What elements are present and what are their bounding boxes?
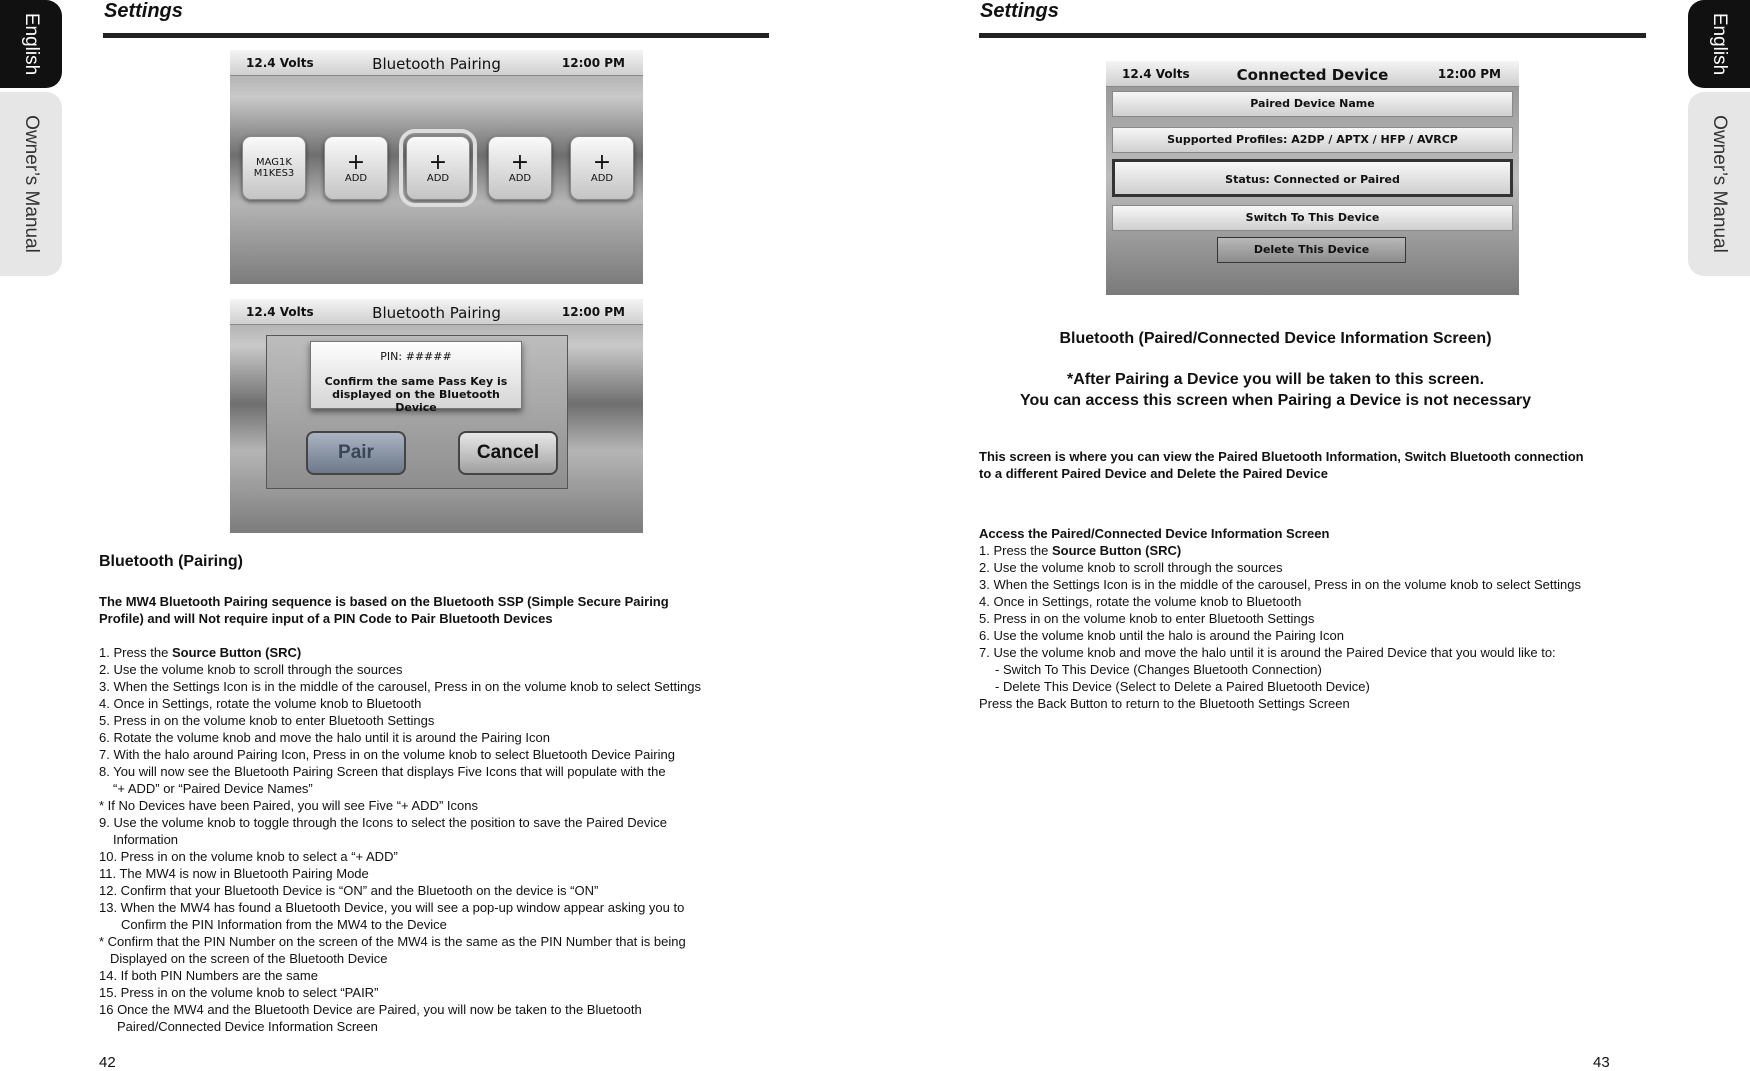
step-line: 4. Once in Settings, rotate the volume knob to Bluetooth [979,594,1302,609]
screen-title: Connected Device [1236,66,1389,84]
step-line: Confirm the PIN Information from the MW4 to the Device [121,917,447,932]
screen-title: Bluetooth Pairing [372,55,501,73]
step-1 [99,644,301,661]
step-line: Press the Back Button to return to the Bluetooth Settings Screen [979,696,1350,711]
header-rule [979,33,1646,38]
english-tab-label: English [21,12,43,76]
left-page [0,0,875,1070]
step-line: 7. Use the volume knob and move the halo until it is around the Paired Device that you would like to: [979,645,1556,660]
switch-device-button[interactable]: Switch To This Device [1112,205,1513,231]
step-line: * Confirm that the PIN Number on the screen of the MW4 is the same as the PIN Number that is being [99,934,686,949]
add-label: ADD [590,172,614,184]
intro-line2: Profile) and will Not require input of a PIN Code to Pair Bluetooth Devices [99,611,553,626]
page-number: 42 [99,1054,116,1071]
pairing-screen [230,50,643,284]
plus-icon: + [346,149,366,175]
plus-icon: + [428,149,448,175]
section-title: Bluetooth (Paired/Connected Device Information Screen) [1059,330,1492,347]
step-line: * If No Devices have been Paired, you will see Five “+ ADD” Icons [99,798,478,813]
english-tab [0,0,62,88]
status-bar [230,299,643,325]
step-line: 2. Use the volume knob to scroll through the sources [99,662,403,677]
voltage-readout: 12.4 Volts [246,56,314,70]
english-tab-label: English [1709,12,1731,76]
voltage-readout: 12.4 Volts [246,305,314,319]
note-line2: You can access this screen when Pairing a Device is not necessary [1019,392,1532,409]
step-line: Information [113,832,179,847]
status-bar [230,50,643,76]
step-line: 14. If both PIN Numbers are the same [99,968,318,983]
page-header: Settings [104,0,183,22]
status-bar [1106,61,1519,87]
add-device-slot[interactable] [488,136,552,200]
step-line: - Switch To This Device (Changes Bluetooth Connection) [995,662,1322,677]
device-name-line1: MAG1K [256,157,292,168]
step-line: 7. With the halo around Pairing Icon, Press in on the volume knob to select Bluetooth Device Pairing [99,747,675,762]
note-line1: *After Pairing a Device you will be taken to this screen. [1066,371,1485,388]
add-device-slot[interactable] [570,136,634,200]
paired-device-name-row[interactable]: Paired Device Name [1112,91,1513,117]
confirm-line2: displayed on the Bluetooth Device [332,388,500,414]
clock: 12:00 PM [561,305,625,319]
add-label: ADD [344,172,368,184]
status-row[interactable]: Status: Connected or Paired [1112,159,1513,197]
section-title: Bluetooth (Pairing) [99,553,243,570]
page-number: 43 [1593,1054,1610,1071]
step-line: 15. Press in on the volume knob to select “PAIR” [99,985,379,1000]
confirm-line1: Confirm the same Pass Key is [324,375,508,388]
supported-profiles-row[interactable]: Supported Profiles: A2DP / APTX / HFP / AVRCP [1112,127,1513,153]
step-line: 9. Use the volume knob to toggle through the Icons to select the position to save the Paired Device [99,815,668,830]
plus-icon: + [510,149,530,175]
owners-manual-tab [0,92,62,276]
delete-device-button[interactable]: Delete This Device [1217,237,1406,263]
add-label: ADD [426,172,450,184]
step-line: 5. Press in on the volume knob to enter Bluetooth Settings [99,713,435,728]
plus-icon: + [592,149,612,175]
screen-title: Bluetooth Pairing [372,304,501,322]
paired-device-slot[interactable] [242,136,306,200]
page-header: Settings [980,0,1059,22]
pin-code: PIN: ##### [380,350,452,363]
add-device-slot[interactable] [324,136,388,200]
owners-manual-tab [1688,92,1750,276]
step-line: 11. The MW4 is now in Bluetooth Pairing Mode [99,866,369,881]
step-line: 6. Use the volume knob until the halo is around the Pairing Icon [979,628,1344,643]
cancel-button[interactable]: Cancel [458,431,558,475]
header-rule [103,33,769,38]
step-line: Paired/Connected Device Information Screen [117,1019,378,1034]
step-line: 16 Once the MW4 and the Bluetooth Device are Paired, you will now be taken to the Bluetooth [99,1002,642,1017]
english-tab [1688,0,1750,88]
clock: 12:00 PM [561,56,625,70]
add-label: ADD [508,172,532,184]
access-title: Access the Paired/Connected Device Information Screen [979,526,1330,541]
step-line: 10. Press in on the volume knob to select a “+ ADD” [99,849,398,864]
step-1 [979,542,1181,559]
step-line: 3. When the Settings Icon is in the middle of the carousel, Press in on the volume knob to select Settings [979,577,1581,592]
owners-manual-tab-label: Owner’s Manual [21,115,43,253]
voltage-readout: 12.4 Volts [1122,67,1190,81]
step-line: 5. Press in on the volume knob to enter Bluetooth Settings [979,611,1315,626]
step-line: 3. When the Settings Icon is in the middle of the carousel, Press in on the volume knob to select Settings [99,679,701,694]
step-1-bold: Source Button (SRC) [171,645,302,660]
right-page [875,0,1750,1070]
step-line: - Delete This Device (Select to Delete a Paired Bluetooth Device) [995,679,1370,694]
connected-device-screen [1106,61,1519,295]
step-line: 13. When the MW4 has found a Bluetooth Device, you will see a pop-up window appear asking you to [99,900,685,915]
step-line: 8. You will now see the Bluetooth Pairing Screen that displays Five Icons that will populate with the [99,764,666,779]
step-line: 12. Confirm that your Bluetooth Device is “ON” and the Bluetooth on the device is “ON” [99,883,599,898]
step-line: 2. Use the volume knob to scroll through the sources [979,560,1283,575]
clock: 12:00 PM [1437,67,1501,81]
pair-button[interactable]: Pair [306,431,406,475]
pin-confirm-screen [230,299,643,533]
owners-manual-tab-label: Owner’s Manual [1709,115,1731,253]
intro-line1: The MW4 Bluetooth Pairing sequence is based on the Bluetooth SSP (Simple Secure Pairing [99,594,669,609]
step-1-prefix: 1. Press the [979,543,1052,558]
add-device-slot-selected[interactable] [406,136,470,200]
step-line: “+ ADD” or “Paired Device Names” [113,781,313,796]
step-line: 4. Once in Settings, rotate the volume knob to Bluetooth [99,696,422,711]
step-line: Displayed on the screen of the Bluetooth Device [110,951,388,966]
description-line1: This screen is where you can view the Paired Bluetooth Information, Switch Bluetooth connection [979,449,1584,464]
step-1-bold: Source Button (SRC) [1051,543,1182,558]
device-name-line2: M1KES3 [253,168,295,179]
step-1-prefix: 1. Press the [99,645,172,660]
step-line: 6. Rotate the volume knob and move the halo until it is around the Pairing Icon [99,730,550,745]
description-line2: to a different Paired Device and Delete the Paired Device [979,466,1328,481]
pin-dialog [310,341,522,414]
